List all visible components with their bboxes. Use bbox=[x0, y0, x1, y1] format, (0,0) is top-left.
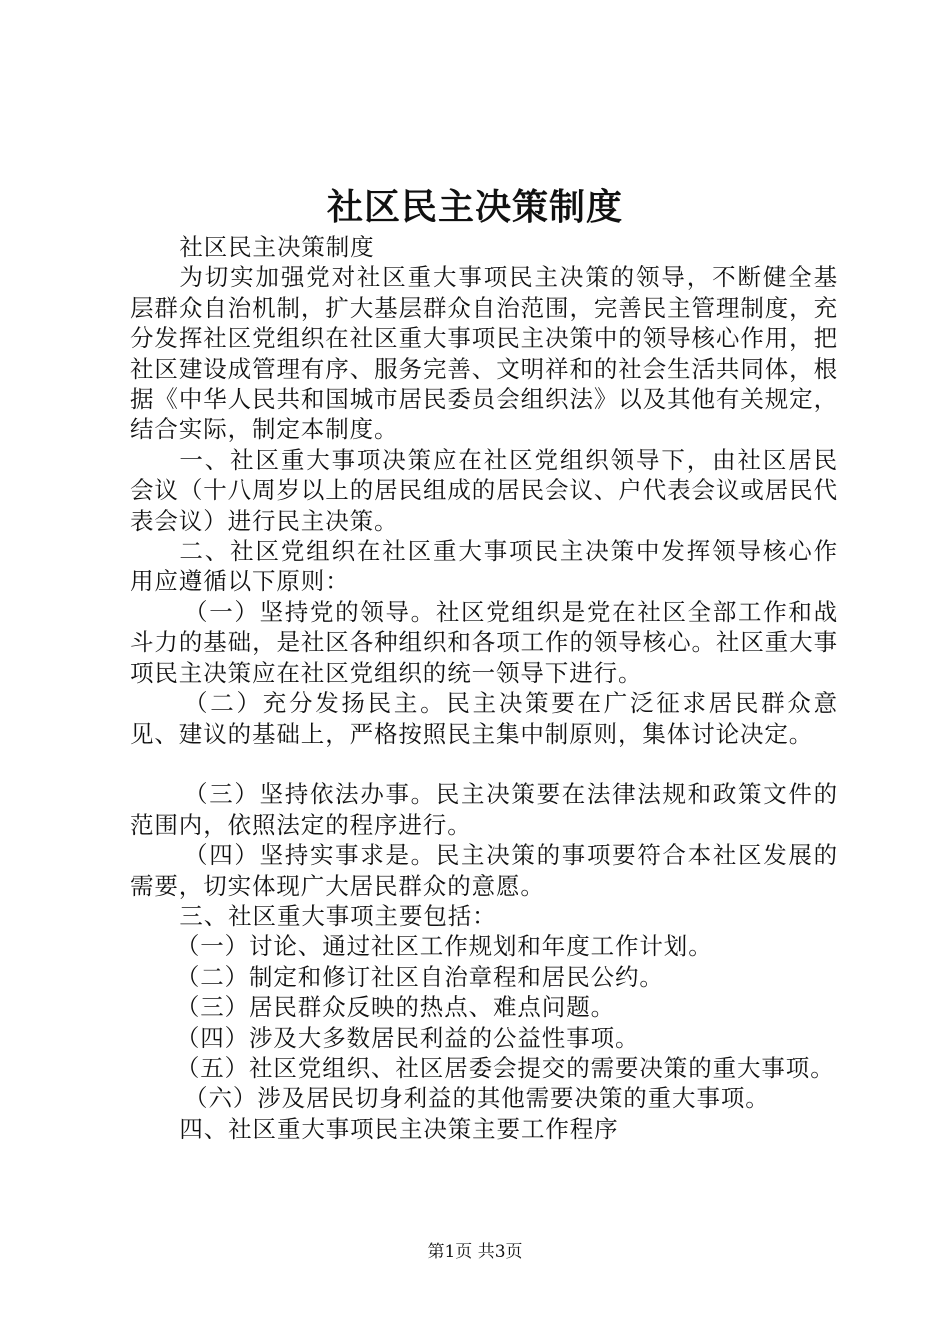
list-item-matter-1: （一）讨论、通过社区工作规划和年度工作计划。 bbox=[175, 932, 713, 961]
paragraph-section-3: 三、社区重大事项主要包括： bbox=[179, 901, 497, 930]
paragraph-section-1: 一、社区重大事项决策应在社区党组织领导下，由社区居民会议（十八周岁以上的居民组成的居民会议、户代表会议或居民代表会议）进行民主决策。 bbox=[130, 445, 838, 535]
paragraph-subtitle: 社区民主决策制度 bbox=[179, 233, 375, 261]
paragraph-section-4: 四、社区重大事项民主决策主要工作程序 bbox=[179, 1114, 619, 1143]
list-item-matter-4: （四）涉及大多数居民利益的公益性事项。 bbox=[175, 1023, 640, 1052]
page-number-footer: 第1页 共3页 bbox=[427, 1242, 523, 1262]
list-item-matter-2: （二）制定和修订社区自治章程和居民公约。 bbox=[175, 962, 664, 991]
document-title: 社区民主决策制度 bbox=[326, 186, 623, 228]
list-item-matter-5: （五）社区党组织、社区居委会提交的需要决策的重大事项。 bbox=[175, 1053, 835, 1082]
paragraph-principle-2: （二）充分发扬民主。民主决策要在广泛征求居民群众意见、建议的基础上，严格按照民主集中制原则，集体讨论决定。 bbox=[130, 689, 838, 748]
paragraph-principle-4: （四）坚持实事求是。民主决策的事项要符合本社区发展的需要，切实体现广大居民群众的意愿。 bbox=[130, 841, 838, 900]
paragraph-spacer bbox=[130, 749, 838, 779]
list-item-matter-6: （六）涉及居民切身利益的其他需要决策的重大事项。 bbox=[184, 1084, 770, 1113]
paragraph-principle-1: （一）坚持党的领导。社区党组织是党在社区全部工作和战斗力的基础，是社区各种组织和各项工作的领导核心。社区重大事项民主决策应在社区党组织的统一领导下进行。 bbox=[130, 597, 838, 687]
paragraph-principle-3: （三）坚持依法办事。民主决策要在法律法规和政策文件的范围内，依照法定的程序进行。 bbox=[130, 780, 838, 839]
paragraph-preamble: 为切实加强党对社区重大事项民主决策的领导，不断健全基层群众自治机制，扩大基层群众自治范围，完善民主管理制度，充分发挥社区党组织在社区重大事项民主决策中的领导核心作用，把社区建设成管理有序、服务完善、文明祥和的社会生活共同体，根据《中华人民共和国城市居民委员会组织法》以及其他有关规定，结合实际，制定本制度。 bbox=[130, 263, 838, 444]
list-item-matter-3: （三）居民群众反映的热点、难点问题。 bbox=[175, 993, 616, 1022]
paragraph-section-2: 二、社区党组织在社区重大事项民主决策中发挥领导核心作用应遵循以下原则： bbox=[130, 537, 838, 596]
document-body bbox=[130, 232, 838, 1144]
